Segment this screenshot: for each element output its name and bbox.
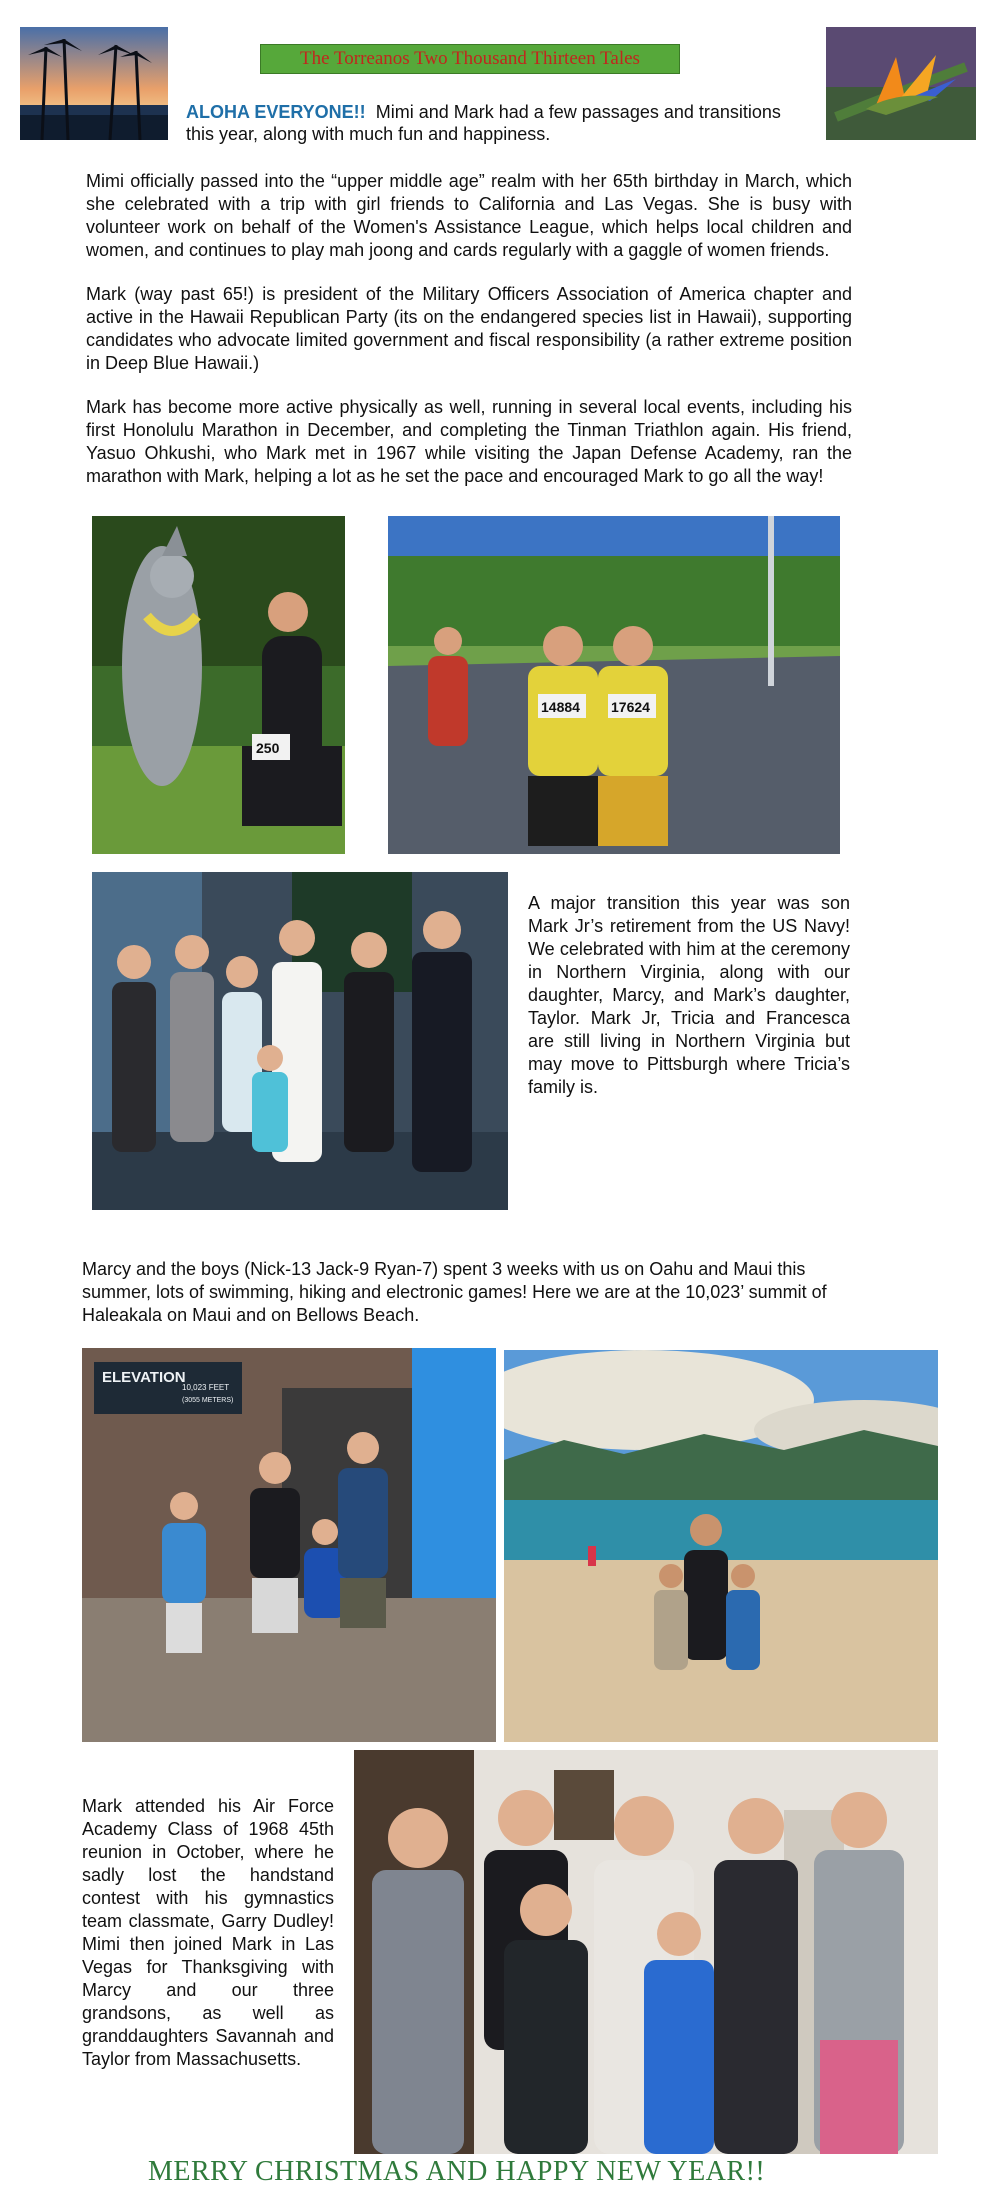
elevation-sign-meters: (3055 METERS) — [182, 1397, 234, 1404]
bib-number-250: 250 — [256, 740, 280, 756]
elevation-sign-feet: 10,023 FEET — [182, 1383, 230, 1392]
paragraph-mimi: Mimi officially passed into the “upper middle age” realm with her 65th birthday in March, which she celebrated with a trip with girl friends to California and Las Vegas. She is busy with volunteer work on behalf of the Women's Assistance League, which helps local children and women, and continues to play mah joong and cards regularly with a gaggle of women friends. — [86, 171, 852, 260]
palm-sunset-image — [20, 27, 168, 140]
thanksgiving-family-photo — [354, 1750, 938, 2154]
intro-body: Mimi and Mark had a few passages and transitions this year, along with much fun and happiness. — [186, 102, 781, 144]
holiday-greeting: MERRY CHRISTMAS AND HAPPY NEW YEAR!! — [148, 2156, 766, 2187]
letter-title: The Torreanos Two Thousand Thirteen Tales — [260, 44, 680, 74]
bellows-beach-photo — [504, 1350, 938, 1742]
paragraph-airforce: Mark attended his Air Force Academy Class of 1968 45th reunion in October, where he sadly lost the handstand contest with his gymnastics team classmate, Garry Dudley! Mimi then joined Mark in Las Vegas for Thanksgiving with Marcy and our three grandsons, as well as granddaughters Savannah and Taylor from Massachusetts. — [82, 1796, 334, 2069]
paragraph-mark: Mark (way past 65!) is president of the Military Officers Association of America chapter and active in the Hawaii Republican Party (its on the endangered species list in Hawaii), supporting candidates who advocate limited government and fiscal responsibility (a rather extreme position in Deep Blue Hawaii.) — [86, 284, 852, 373]
tinman-photo — [92, 516, 345, 854]
navy-retirement-photo — [92, 872, 508, 1210]
bib-number-14884: 14884 — [541, 699, 580, 715]
intro-text — [186, 101, 806, 145]
intro-greeting: ALOHA EVERYONE!! — [186, 102, 366, 122]
paragraph-marcy: Marcy and the boys (Nick-13 Jack-9 Ryan-7) spent 3 weeks with us on Oahu and Maui this summer, lots of swimming, hiking and electronic games! Here we are at the 10,023’ summit of Haleakala on Maui and on Bellows Beach. — [82, 1259, 827, 1325]
elevation-sign-title: ELEVATION — [102, 1369, 186, 1386]
paragraph-navy: A major transition this year was son Mark Jr’s retirement from the US Navy! We celebrated with him at the ceremony in Northern Virginia, along with our daughter, Marcy, and Mark’s daughter, Taylor. Mark Jr, Tricia and Francesca are still living in Northern Virginia but may move to Pittsburgh where Tricia’s family is. — [528, 893, 850, 1097]
haleakala-photo — [82, 1348, 496, 1742]
marathon-photo — [388, 516, 840, 854]
bib-number-17624: 17624 — [611, 699, 650, 715]
bird-of-paradise-image — [826, 27, 976, 140]
paragraph-marathon: Mark has become more active physically as well, running in several local events, including his first Honolulu Marathon in December, and completing the Tinman Triathlon again. His friend, Yasuo Ohkushi, who Mark met in 1967 while visiting the Japan Defense Academy, ran the marathon with Mark, helping a lot as he set the pace and encouraged Mark to go all the way! — [86, 397, 852, 486]
